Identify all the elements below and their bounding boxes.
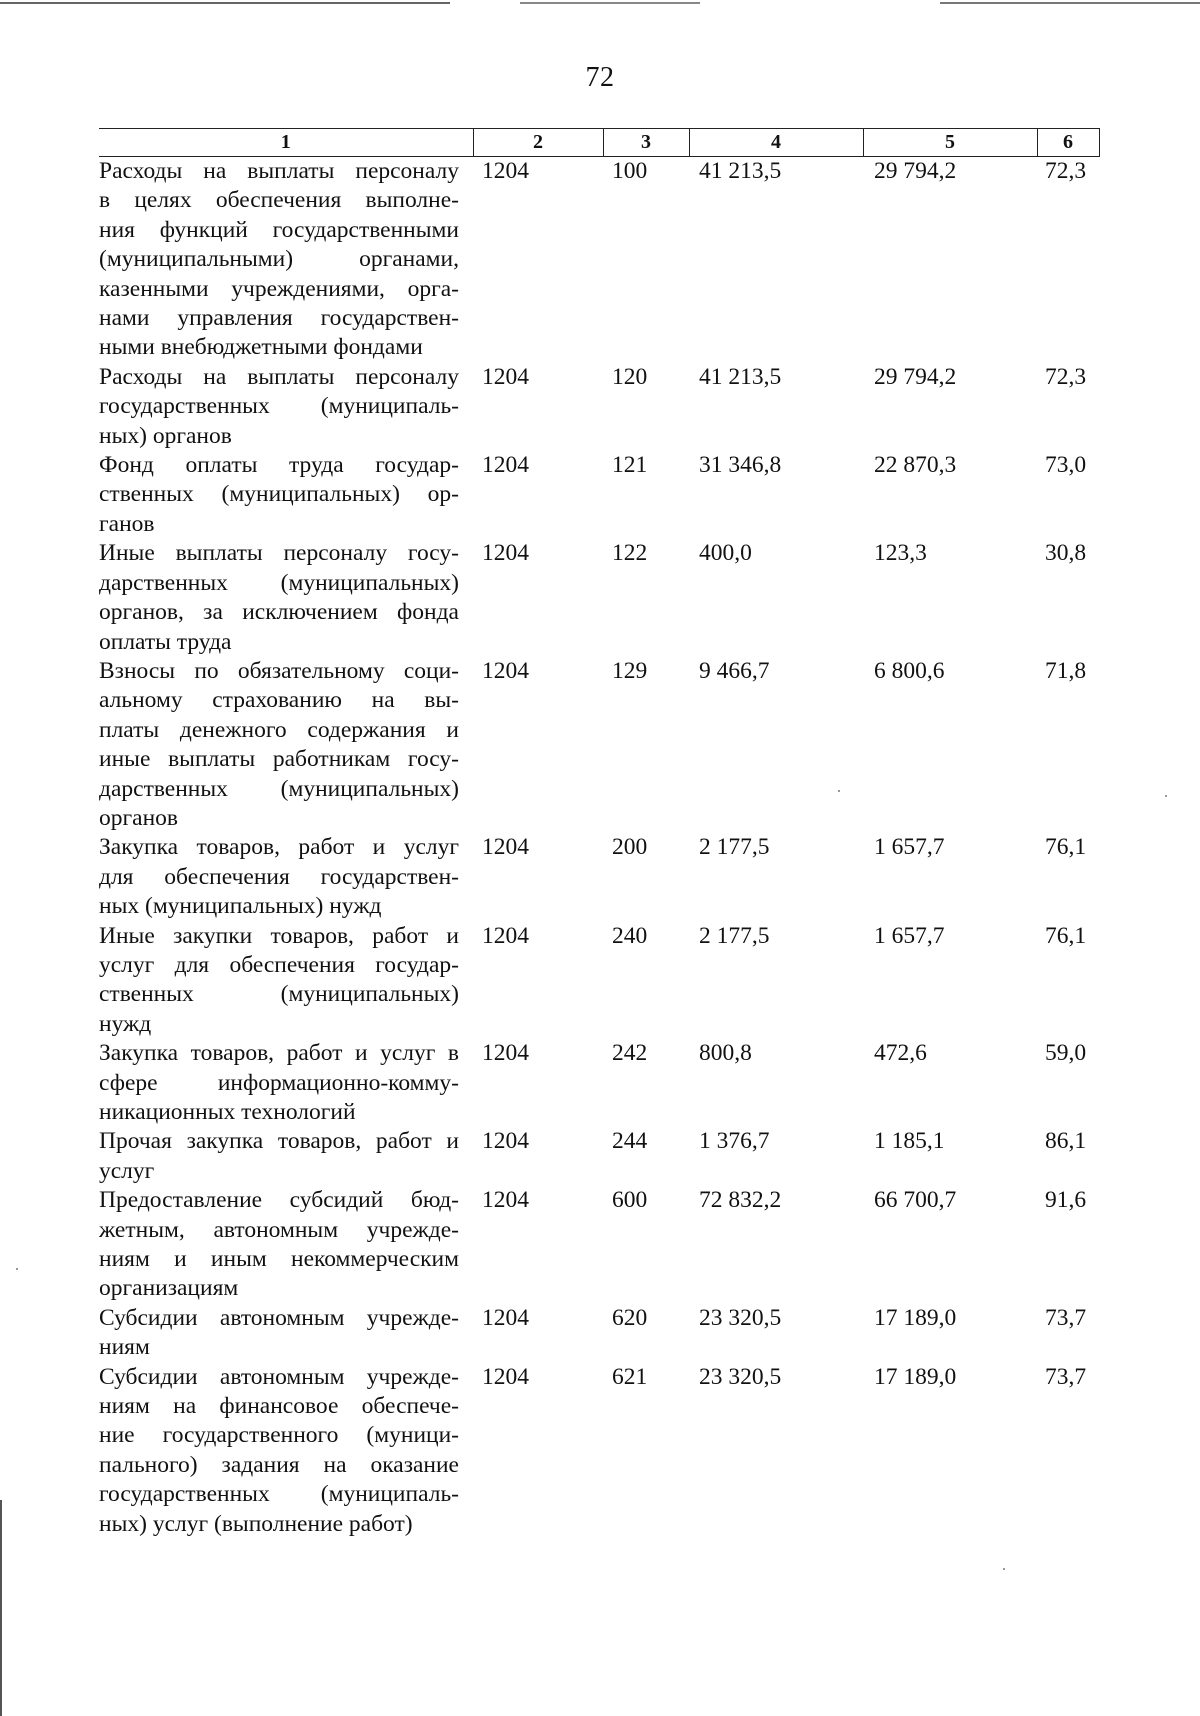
row-section-code: 1204 xyxy=(482,834,529,861)
row-percent: 30,8 xyxy=(1045,540,1087,567)
header-row xyxy=(99,129,1099,157)
table-row xyxy=(99,1127,1099,1186)
row-executed-amount: 29 794,2 xyxy=(874,363,957,390)
table-row xyxy=(99,1039,1099,1127)
description-line: ственных (муниципальных) xyxy=(99,981,459,1008)
description-line: никационных технологий xyxy=(99,1099,356,1125)
description-line: ние государственного (муници- xyxy=(99,1422,459,1449)
row-section-code: 1204 xyxy=(482,363,529,390)
row-percent: 73,0 xyxy=(1045,452,1087,479)
description-line: оплаты труда xyxy=(99,628,232,655)
description-line: Прочая закупка товаров, работ и xyxy=(99,1128,459,1155)
row-approved-amount: 1 376,7 xyxy=(699,1128,770,1155)
row-description xyxy=(99,833,473,921)
table-body xyxy=(99,157,1099,1540)
row-section-code: 1204 xyxy=(482,1187,529,1214)
description-line: Иные выплаты персоналу госу- xyxy=(99,540,459,567)
row-executed-amount: 123,3 xyxy=(874,540,927,567)
row-description xyxy=(99,1127,473,1186)
row-expense-type: 121 xyxy=(612,452,648,479)
description-line: ных) услуг (выполнение работ) xyxy=(99,1510,413,1537)
row-section-code: 1204 xyxy=(482,158,529,184)
row-executed-amount: 29 794,2 xyxy=(874,158,957,184)
description-line: иные выплаты работникам госу- xyxy=(99,746,459,773)
row-description xyxy=(99,363,473,451)
row-description xyxy=(99,539,473,657)
row-section-code: 1204 xyxy=(482,922,529,949)
row-expense-type: 129 xyxy=(612,657,648,684)
table-row xyxy=(99,657,1099,833)
row-percent: 76,1 xyxy=(1045,834,1087,861)
column-header-executed: 5 xyxy=(863,129,1037,157)
description-line: нужд xyxy=(99,1010,152,1037)
description-line: государственных (муниципаль- xyxy=(99,393,459,420)
description-line: дарственных (муниципальных) xyxy=(99,775,459,802)
description-line: для обеспечения государствен- xyxy=(99,863,459,890)
description-line: органов xyxy=(99,804,178,831)
row-approved-amount: 2 177,5 xyxy=(699,922,770,949)
row-expense-type: 621 xyxy=(612,1363,648,1390)
row-section-code: 1204 xyxy=(482,1304,529,1331)
column-header-expense-type: 3 xyxy=(603,129,689,157)
row-expense-type: 200 xyxy=(612,834,648,861)
description-line: Расходы на выплаты персоналу xyxy=(99,363,459,390)
table-row xyxy=(99,922,1099,1040)
description-line: Субсидии автономным учрежде- xyxy=(99,1363,459,1390)
row-section-code: 1204 xyxy=(482,657,529,684)
row-approved-amount: 23 320,5 xyxy=(699,1363,782,1390)
row-percent: 72,3 xyxy=(1045,363,1087,390)
row-percent: 86,1 xyxy=(1045,1128,1087,1155)
row-approved-amount: 31 346,8 xyxy=(699,452,782,479)
row-expense-type: 240 xyxy=(612,922,648,949)
row-approved-amount: 23 320,5 xyxy=(699,1304,782,1331)
row-executed-amount: 472,6 xyxy=(874,1040,927,1067)
description-line: ганов xyxy=(99,510,155,537)
row-approved-amount: 2 177,5 xyxy=(699,834,770,861)
row-description xyxy=(99,1039,473,1127)
row-section-code: 1204 xyxy=(482,452,529,479)
row-section-code: 1204 xyxy=(482,540,529,567)
row-section-code: 1204 xyxy=(482,1040,529,1067)
description-line: ных (муниципальных) нужд xyxy=(99,893,382,920)
description-line: Взносы по обязательному соци- xyxy=(99,657,459,684)
row-expense-type: 120 xyxy=(612,363,648,390)
description-line: Субсидии автономным учрежде- xyxy=(99,1304,459,1331)
scan-speck xyxy=(16,1268,18,1270)
row-description xyxy=(99,657,473,833)
row-description xyxy=(99,1186,473,1304)
row-expense-type: 100 xyxy=(612,158,648,184)
row-executed-amount: 22 870,3 xyxy=(874,452,957,479)
description-line: Иные закупки товаров, работ и xyxy=(99,922,459,949)
description-line: услуг для обеспечения государ- xyxy=(99,951,459,978)
table-row xyxy=(99,157,1099,363)
row-percent: 76,1 xyxy=(1045,922,1087,949)
description-line: государственных (муниципаль- xyxy=(99,1481,459,1508)
row-description xyxy=(99,1304,473,1363)
row-executed-amount: 6 800,6 xyxy=(874,657,945,684)
column-header-section: 2 xyxy=(473,129,603,157)
row-approved-amount: 41 213,5 xyxy=(699,363,782,390)
column-header-description: 1 xyxy=(99,129,473,157)
row-description xyxy=(99,1363,473,1539)
row-executed-amount: 66 700,7 xyxy=(874,1187,957,1214)
description-line: ниям и иным некоммерческим xyxy=(99,1246,459,1273)
scan-speck xyxy=(1003,1568,1005,1570)
row-percent: 71,8 xyxy=(1045,657,1087,684)
row-section-code: 1204 xyxy=(482,1128,529,1155)
description-line: Закупка товаров, работ и услуг в xyxy=(99,1040,459,1067)
row-percent: 73,7 xyxy=(1045,1304,1087,1331)
description-line: альному страхованию на вы- xyxy=(99,687,459,714)
row-expense-type: 600 xyxy=(612,1187,648,1214)
table-row xyxy=(99,833,1099,921)
table-row xyxy=(99,539,1099,657)
row-approved-amount: 41 213,5 xyxy=(699,158,782,184)
description-line: ния функций государственными xyxy=(99,216,459,243)
table-row xyxy=(99,363,1099,451)
description-line: платы денежного содержания и xyxy=(99,716,459,743)
row-approved-amount: 400,0 xyxy=(699,540,752,567)
scan-top-edge xyxy=(0,2,1200,4)
description-line: органов, за исключением фонда xyxy=(99,599,459,626)
description-line: Закупка товаров, работ и услуг xyxy=(99,834,459,861)
row-expense-type: 122 xyxy=(612,540,648,567)
description-line: Предоставление субсидий бюд- xyxy=(99,1187,459,1214)
description-line: услуг xyxy=(99,1157,155,1184)
description-line: (муниципальными) органами, xyxy=(99,246,459,273)
row-description xyxy=(99,451,473,539)
table-row xyxy=(99,1304,1099,1363)
description-line: сфере информационно-комму- xyxy=(99,1069,459,1096)
row-executed-amount: 1 657,7 xyxy=(874,922,945,949)
scan-left-edge xyxy=(0,1500,2,1716)
description-line: в целях обеспечения выполне- xyxy=(99,187,459,214)
description-line: нами управления государствен- xyxy=(99,305,459,332)
row-percent: 73,7 xyxy=(1045,1363,1087,1390)
row-percent: 59,0 xyxy=(1045,1040,1087,1067)
row-expense-type: 242 xyxy=(612,1040,648,1067)
row-executed-amount: 1 657,7 xyxy=(874,834,945,861)
description-line: ных) органов xyxy=(99,422,232,449)
description-line: Расходы на выплаты персоналу xyxy=(99,158,459,184)
description-line: ственных (муниципальных) ор- xyxy=(99,481,459,508)
row-approved-amount: 9 466,7 xyxy=(699,657,770,684)
description-line: Фонд оплаты труда государ- xyxy=(99,452,459,479)
description-line: ными внебюджетными фондами xyxy=(99,334,423,361)
row-executed-amount: 17 189,0 xyxy=(874,1363,957,1390)
description-line: ниям на финансовое обеспече- xyxy=(99,1393,459,1420)
row-description xyxy=(99,922,473,1040)
table-row xyxy=(99,1363,1099,1539)
description-line: пального) задания на оказание xyxy=(99,1451,459,1478)
row-approved-amount: 800,8 xyxy=(699,1040,752,1067)
description-line: жетным, автономным учрежде- xyxy=(99,1216,459,1243)
table-row xyxy=(99,451,1099,539)
row-description xyxy=(99,157,473,363)
row-executed-amount: 1 185,1 xyxy=(874,1128,945,1155)
row-approved-amount: 72 832,2 xyxy=(699,1187,782,1214)
description-line: дарственных (муниципальных) xyxy=(99,569,459,596)
description-line: ниям xyxy=(99,1334,150,1361)
column-header-percent: 6 xyxy=(1037,129,1099,157)
page-number: 72 xyxy=(585,62,615,93)
column-header-approved: 4 xyxy=(689,129,863,157)
row-expense-type: 620 xyxy=(612,1304,648,1331)
row-percent: 72,3 xyxy=(1045,158,1087,184)
row-section-code: 1204 xyxy=(482,1363,529,1390)
description-line: казенными учреждениями, орга- xyxy=(99,275,459,302)
row-executed-amount: 17 189,0 xyxy=(874,1304,957,1331)
row-percent: 91,6 xyxy=(1045,1187,1087,1214)
scan-speck xyxy=(1165,795,1167,797)
table-row xyxy=(99,1186,1099,1304)
budget-table xyxy=(99,128,1100,1539)
row-expense-type: 244 xyxy=(612,1128,648,1155)
description-line: организациям xyxy=(99,1275,239,1302)
